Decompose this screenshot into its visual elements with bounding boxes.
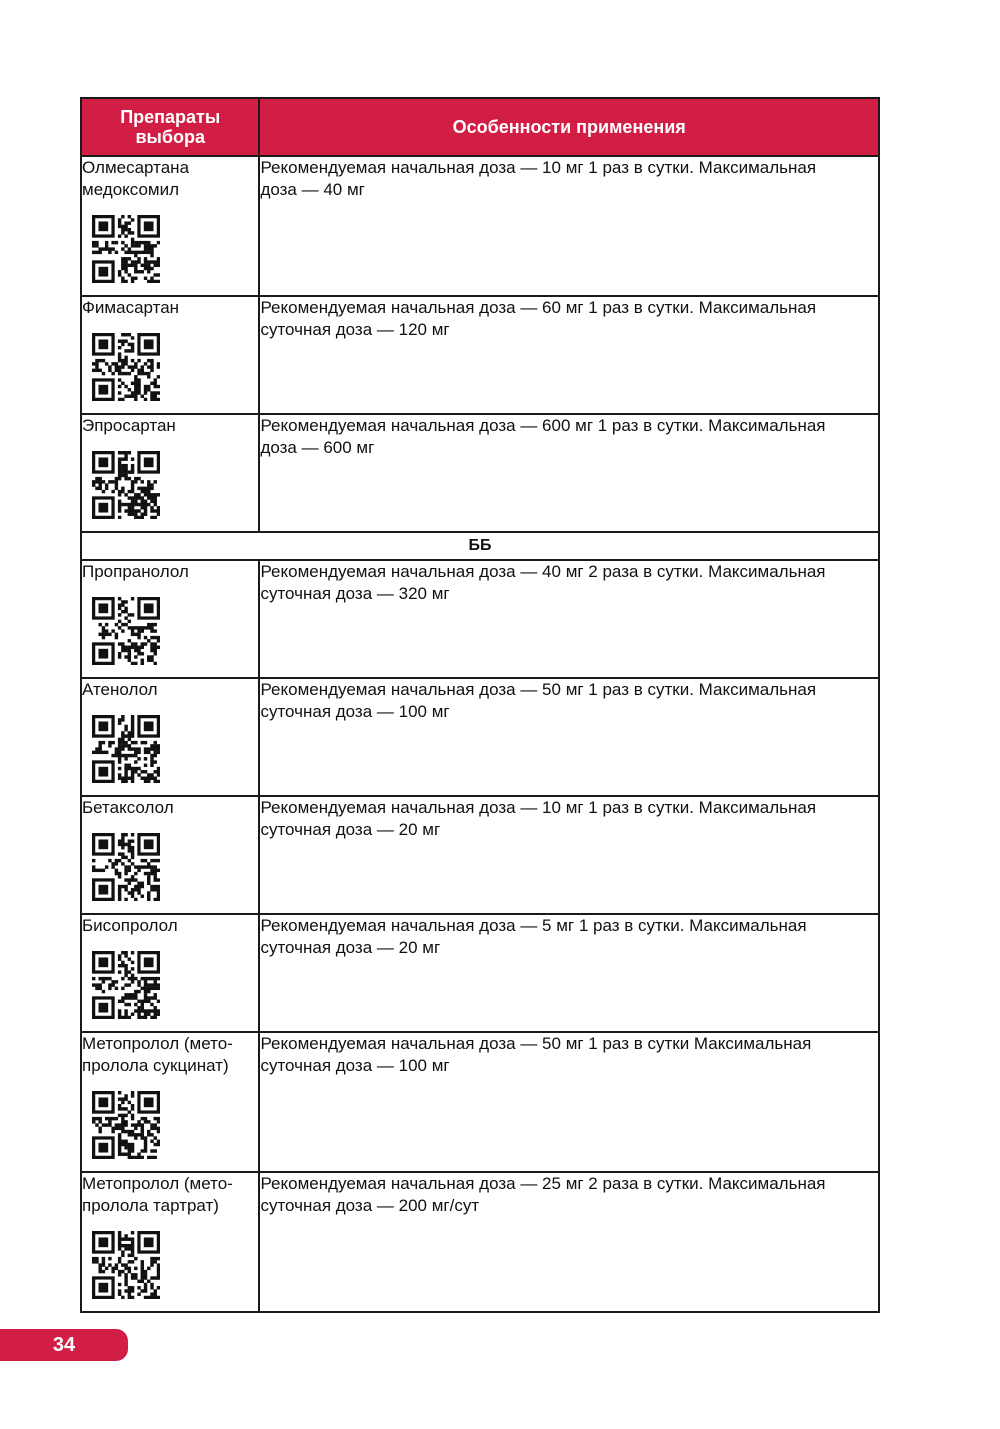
drug-cell: [81, 414, 259, 532]
qr-code-icon[interactable]: [82, 715, 258, 783]
qr-code-icon[interactable]: [82, 597, 258, 665]
usage-text-line1: Рекомендуемая начальная доза — 60 мг 1 раз в сутки. Максимальная: [260, 298, 817, 317]
drug-name-line1: Бисопролол: [82, 916, 178, 935]
qr-code-icon[interactable]: [82, 833, 258, 901]
usage-text-line2: суточная доза — 20 мг: [260, 820, 441, 839]
drug-name-line2: пролола сукцинат): [82, 1056, 229, 1075]
usage-cell: [259, 678, 879, 796]
table-row: [81, 678, 879, 796]
drug-name-line2: пролола тартрат): [82, 1196, 219, 1215]
table-row: [81, 414, 879, 532]
usage-cell: [259, 296, 879, 414]
drug-name-line1: Атенолол: [82, 680, 158, 699]
drug-name-line1: Пропранолол: [82, 562, 189, 581]
usage-cell: [259, 414, 879, 532]
page-number: 34: [52, 1334, 76, 1356]
drug-cell: [81, 1032, 259, 1172]
table-row: [81, 796, 879, 914]
usage-cell: [259, 914, 879, 1032]
usage-text-line2: доза — 600 мг: [260, 438, 375, 457]
usage-cell: [259, 560, 879, 678]
usage-text-line1: Рекомендуемая начальная доза — 40 мг 2 раза в сутки. Максимальная: [260, 562, 826, 581]
table-header-row: [81, 98, 879, 156]
table-row: [81, 296, 879, 414]
qr-code-icon[interactable]: [82, 451, 258, 519]
qr-code-icon[interactable]: [82, 951, 258, 1019]
drug-name-line2: медоксомил: [82, 180, 180, 199]
section-row: [81, 532, 879, 560]
header-drugs-line2: выбора: [135, 127, 205, 147]
table-row: [81, 1172, 879, 1312]
usage-cell: [259, 156, 879, 296]
qr-code-icon[interactable]: [82, 1091, 258, 1159]
drug-cell: [81, 914, 259, 1032]
table-row: [81, 1032, 879, 1172]
header-drugs-line1: Препараты: [120, 107, 221, 127]
usage-text-line1: Рекомендуемая начальная доза — 10 мг 1 раз в сутки. Максимальная: [260, 798, 817, 817]
drug-cell: [81, 296, 259, 414]
table-row: [81, 560, 879, 678]
usage-cell: [259, 1172, 879, 1312]
drug-name-line1: Фимасартан: [82, 298, 180, 317]
usage-text-line2: суточная доза — 200 мг/сут: [260, 1196, 480, 1215]
drug-cell: [81, 560, 259, 678]
usage-text-line2: доза — 40 мг: [260, 180, 365, 199]
drug-name-line1: Метопролол (мето-: [82, 1174, 233, 1193]
page-number-badge: [0, 1329, 128, 1361]
drug-table: [80, 97, 880, 1313]
table-row: [81, 156, 879, 296]
usage-text-line1: Рекомендуемая начальная доза — 50 мг 1 раз в сутки. Максимальная: [260, 680, 817, 699]
usage-text-line1: Рекомендуемая начальная доза — 5 мг 1 раз в сутки. Максимальная: [260, 916, 807, 935]
usage-text-line2: суточная доза — 120 мг: [260, 320, 450, 339]
usage-text-line1: Рекомендуемая начальная доза — 50 мг 1 раз в сутки Максимальная: [260, 1034, 812, 1053]
drug-cell: [81, 156, 259, 296]
section-label: ББ: [81, 532, 879, 560]
usage-cell: [259, 796, 879, 914]
usage-text-line2: суточная доза — 320 мг: [260, 584, 450, 603]
drug-name-line1: Олмесартана: [82, 158, 190, 177]
qr-code-icon[interactable]: [82, 333, 258, 401]
drug-cell: [81, 678, 259, 796]
header-usage: Особенности применения: [259, 98, 879, 156]
usage-text-line1: Рекомендуемая начальная доза — 10 мг 1 раз в сутки. Максимальная: [260, 158, 817, 177]
qr-code-icon[interactable]: [82, 215, 258, 283]
usage-text-line1: Рекомендуемая начальная доза — 25 мг 2 раза в сутки. Максимальная: [260, 1174, 826, 1193]
drug-cell: [81, 796, 259, 914]
drug-name-line1: Бетаксолол: [82, 798, 174, 817]
usage-text-line2: суточная доза — 100 мг: [260, 702, 450, 721]
drug-name-line1: Эпросартан: [82, 416, 176, 435]
usage-cell: [259, 1032, 879, 1172]
usage-text-line2: суточная доза — 20 мг: [260, 938, 441, 957]
qr-code-icon[interactable]: [82, 1231, 258, 1299]
drug-name-line1: Метопролол (мето-: [82, 1034, 233, 1053]
header-drugs: [81, 98, 259, 156]
usage-text-line1: Рекомендуемая начальная доза — 600 мг 1 раз в сутки. Максимальная: [260, 416, 826, 435]
drug-cell: [81, 1172, 259, 1312]
table-row: [81, 914, 879, 1032]
usage-text-line2: суточная доза — 100 мг: [260, 1056, 450, 1075]
